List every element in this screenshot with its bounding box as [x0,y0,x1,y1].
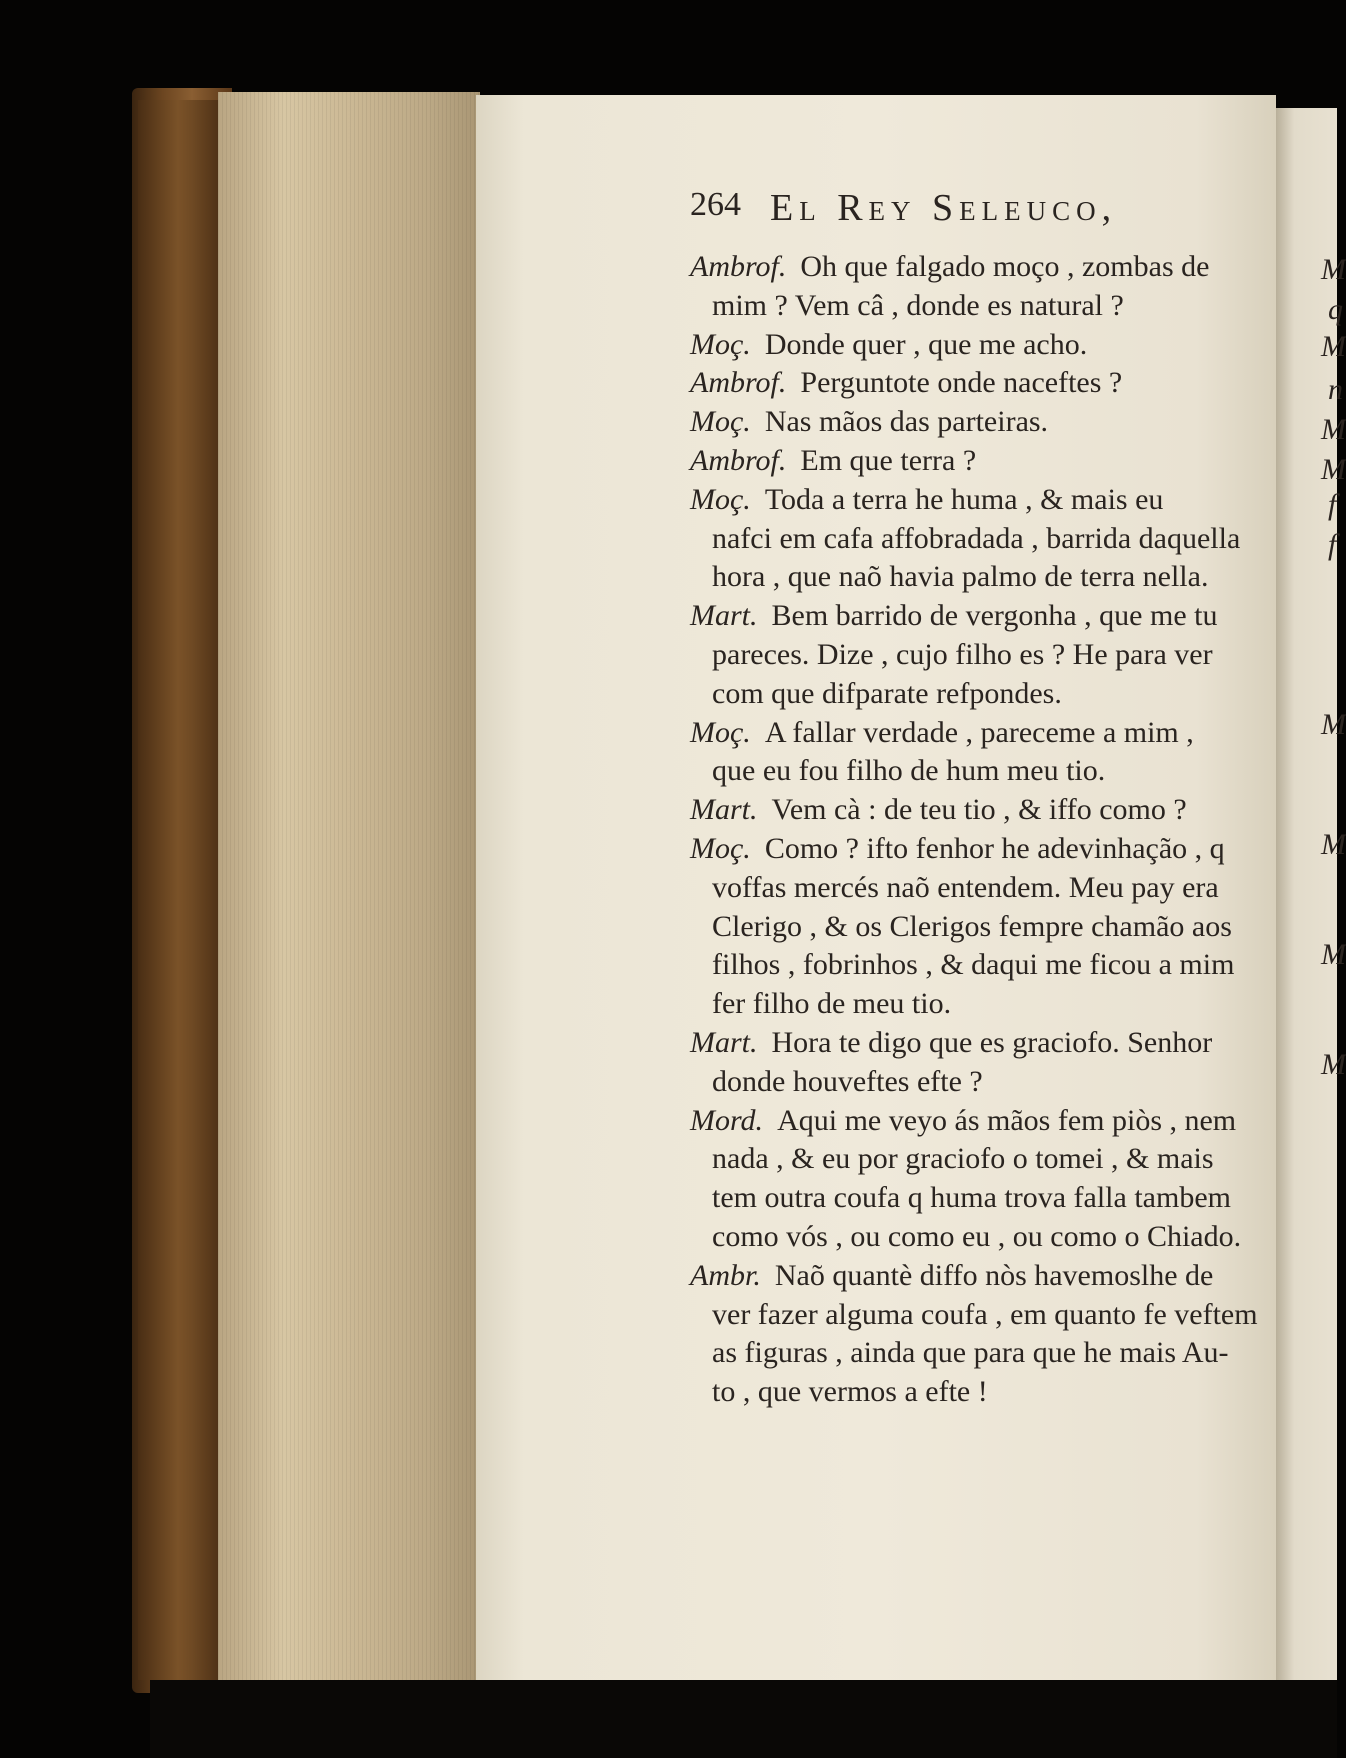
next-page-fragment: f [1328,488,1337,521]
next-page-fragment: M [1321,828,1346,861]
page-header [690,186,1250,236]
text-line [690,597,1218,635]
line-text: Hora te digo que es graciofo. Senhor [771,1026,1213,1059]
line-text: hora , que naõ havia palmo de terra nella. [712,560,1209,594]
line-text: tem outra coufa q huma trova falla tambem [712,1181,1231,1215]
next-page-fragment: M [1321,253,1346,286]
next-page-fragment: f [1328,528,1337,561]
line-text: Bem barrido de vergonha , que me tu [771,599,1218,633]
text-line [690,1218,1241,1256]
line-text: filhos , fobrinhos , & daqui me ficou a mim [712,948,1235,982]
text-line [690,1024,1212,1062]
speaker-name: Moç. [690,327,751,361]
line-text: como vós , ou como eu , ou como o Chiado. [712,1220,1242,1253]
text-line [690,1334,1229,1372]
line-text: fer filho de meu tio. [712,987,952,1021]
text-line [690,985,951,1023]
text-line [690,1063,983,1101]
text-line [690,1257,1213,1295]
running-title: El Rey Seleuco, [770,187,1118,229]
text-line [690,908,1232,946]
next-page-fragment: M [1321,938,1346,971]
line-text: Naõ quantè diffo nòs havemoslhe de [774,1258,1214,1292]
right-page-edge [1276,108,1346,1688]
line-text: A fallar verdade , pareceme a mim , [764,715,1194,749]
line-text: Aqui me veyo ás mãos fem piòs , nem [777,1103,1237,1137]
text-line [690,714,1194,752]
line-text: mim ? Vem câ , donde es natural ? [712,288,1124,322]
speaker-name: Mart. [690,1026,758,1059]
text-line [690,442,976,480]
line-text: ver fazer alguma coufa , em quanto fe veftem [712,1297,1258,1331]
speaker-name: Mord. [690,1103,764,1137]
speaker-name: Moç. [690,715,751,749]
text-line [690,1296,1258,1334]
line-text: Toda a terra he huma , & mais eu [764,482,1164,516]
line-text: nada , & eu por graciofo o tomei , & mais [712,1142,1214,1176]
next-page-fragment: q [1328,293,1343,326]
text-line [690,1140,1214,1178]
text-line [690,1373,988,1411]
text-line [690,287,1124,325]
text-line [690,1179,1231,1217]
line-text: Perguntote onde naceftes ? [800,366,1123,400]
speaker-name: Mart. [690,599,758,633]
line-text: Donde quer , que me acho. [764,327,1088,361]
line-text: pareces. Dize , cujo filho es ? He para ver [712,638,1213,671]
line-text: donde houveftes efte ? [712,1064,983,1098]
line-text: Nas mãos das parteiras. [764,405,1049,439]
line-text: que eu fou filho de hum meu tio. [712,754,1106,788]
line-text: Clerigo , & os Clerigos fempre chamão aos [712,909,1232,943]
speaker-name: Ambr. [690,1258,761,1292]
text-line [690,558,1208,596]
speaker-name: Ambrof. [690,250,787,283]
line-text: Em que terra ? [800,444,977,477]
text-line [690,403,1048,441]
text-line [690,481,1163,519]
text-line [690,791,1187,829]
speaker-name: Moç. [690,482,751,516]
text-line [690,364,1122,402]
text-line [690,752,1105,790]
speaker-name: Mart. [690,793,758,827]
next-page-fragment: M [1321,413,1346,446]
line-text: voffas mercés naõ entendem. Meu pay era [712,870,1219,904]
speaker-name: Ambrof. [690,444,787,477]
text-line [690,675,1062,713]
text-line [690,830,1225,868]
text-line [690,1102,1236,1140]
speaker-name: Moç. [690,832,751,865]
line-text: com que difparate refpondes. [712,676,1062,710]
page-number: 264 [690,186,741,223]
text-line [690,520,1240,558]
speaker-name: Moç. [690,405,751,439]
speaker-name: Ambrof. [690,366,787,400]
next-page-fragment: M [1321,453,1346,486]
line-text: nafci em cafa affobradada , barrida daquella [712,521,1241,555]
leather-binding [138,100,218,1680]
page-edges [218,92,480,1687]
background-shadow [150,1680,1337,1758]
text-line [690,869,1219,907]
next-page-fragment: M [1321,1048,1346,1081]
line-text: Como ? ifto fenhor he adevinhação , q [764,832,1225,865]
next-page-fragment: n [1328,373,1343,406]
text-line [690,326,1087,364]
text-line [690,636,1213,674]
next-page-fragment: M [1321,330,1346,363]
line-text: Oh que falgado moço , zombas de [800,250,1210,283]
line-text: to , que vermos a efte ! [712,1375,988,1409]
next-page-fragment: M [1321,708,1346,741]
line-text: Vem cà : de teu tio , & iffo como ? [771,793,1187,827]
line-text: as figuras , ainda que para que he mais Au- [712,1336,1229,1370]
text-line [690,248,1209,286]
text-line [690,946,1234,984]
